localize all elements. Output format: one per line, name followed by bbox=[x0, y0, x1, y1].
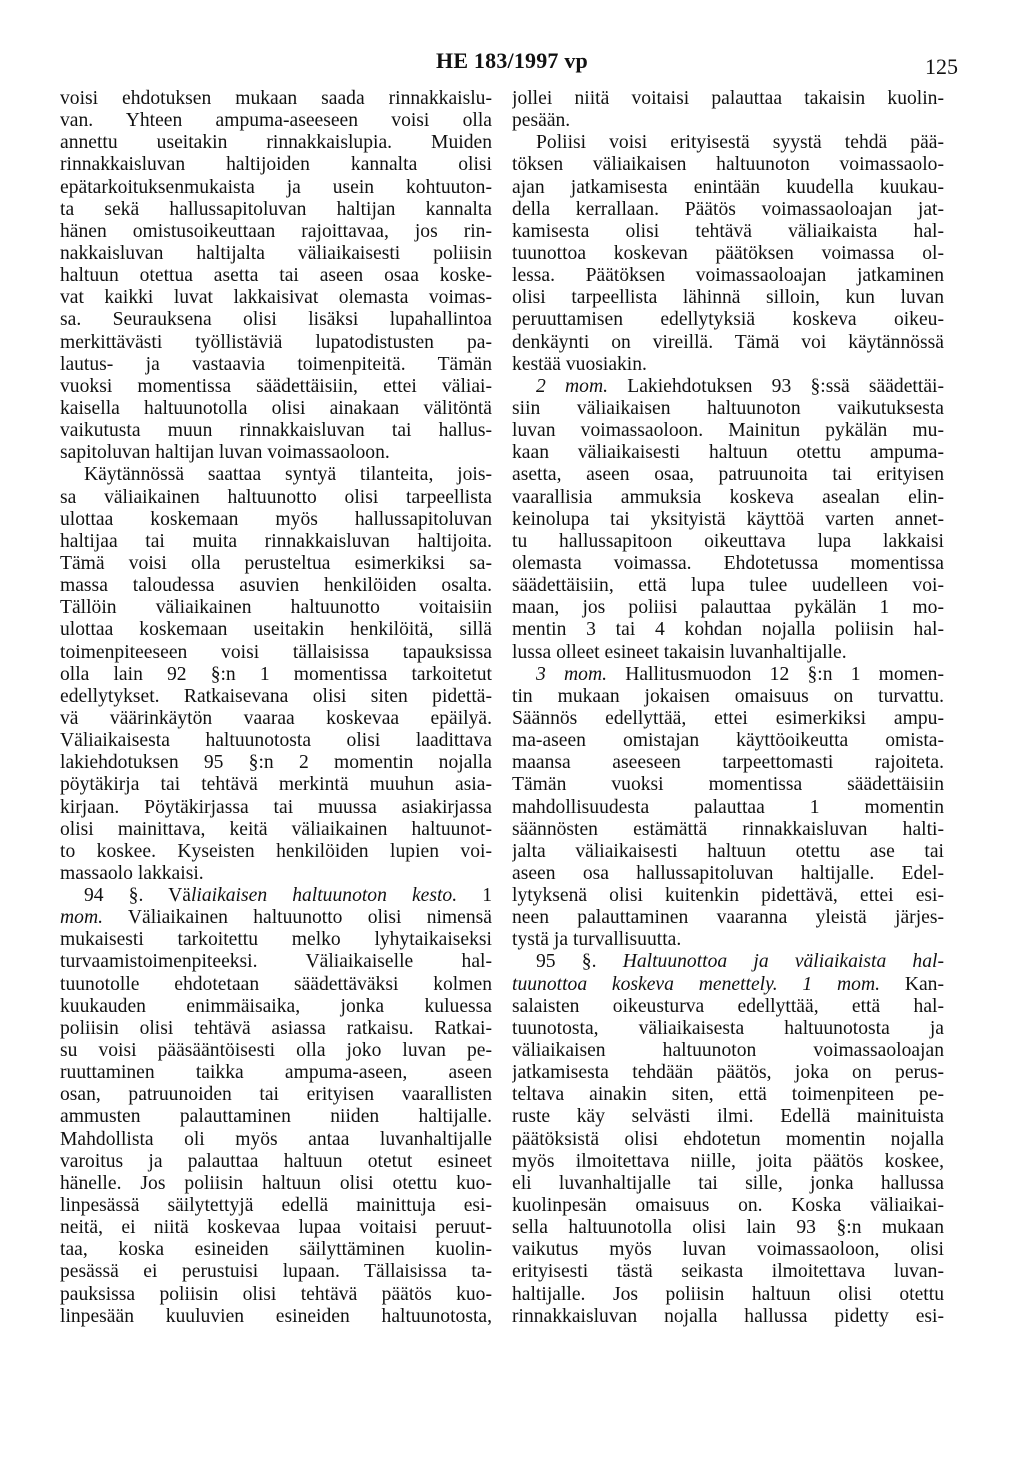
text-line: vaikutusta muun rinnakkaisluvan tai hallus- bbox=[60, 420, 492, 442]
text-line: kuolinpesän omaisuus on. Koska väliaikai- bbox=[512, 1195, 944, 1217]
text-line: merkittävästi työllistäviä lupatodistusten pa- bbox=[60, 331, 492, 353]
text-line: ruste käy selvästi ilmi. Edellä mainituista bbox=[512, 1106, 944, 1128]
text-line: van. Yhteen ampuma-aseeseen voisi olla bbox=[60, 110, 492, 132]
text-line: väliaikaisen haltuunoton voimassaoloajan bbox=[512, 1040, 944, 1062]
text-line: teltava ainakin siten, että toimenpiteen pe- bbox=[512, 1084, 944, 1106]
text-line: ajan jatkamisesta enintään kuudella kuukau- bbox=[512, 176, 944, 198]
text-line: varoitus ja palauttaa haltuun otetut esineet bbox=[60, 1150, 492, 1172]
text-line: maan, jos poliisi palauttaa pykälän 1 mo- bbox=[512, 597, 944, 619]
text-line: salaisten oikeusturva edellyttää, että hal- bbox=[512, 995, 944, 1017]
text-line: mahdollisuudesta palauttaa 1 momentin bbox=[512, 796, 944, 818]
text-line: Poliisi voisi erityisestä syystä tehdä pää- bbox=[536, 132, 944, 154]
text-line: ulottaa koskemaan useitakin henkilöitä, sillä bbox=[60, 619, 492, 641]
text-line: mukaisesti tarkoitettu melko lyhytaikaiseksi bbox=[60, 929, 492, 951]
text-line: vaarallisia ammuksia koskeva asealan elin- bbox=[512, 486, 944, 508]
text-line: lessa. Päätöksen voimassaoloajan jatkaminen bbox=[512, 265, 944, 287]
text-line: luvan voimassaoloon. Mainitun pykälän mu- bbox=[512, 420, 944, 442]
text-line: haltuun otettua asetta tai aseen osaa koske- bbox=[60, 265, 492, 287]
text-line: Väliaikaisesta haltuunotosta olisi laadittava bbox=[60, 730, 492, 752]
text-line: sella haltuunotolla olisi lain 93 §:n mukaan bbox=[512, 1217, 944, 1239]
page-header bbox=[0, 44, 1024, 84]
text-line: lautus- ja vastaavia toimenpiteitä. Tämän bbox=[60, 353, 492, 375]
text-line: vaikutus myös luvan voimassaoloon, olisi bbox=[512, 1239, 944, 1261]
text-line: ta sekä hallussapitoluvan haltijan kannalta bbox=[60, 198, 492, 220]
text-line: massaolo lakkaisi. bbox=[60, 862, 204, 884]
text-line: su voisi pääsääntöisesti olla joko luvan pe- bbox=[60, 1040, 492, 1062]
text-line: ulottaa koskemaan myös hallussapitoluvan bbox=[60, 508, 492, 530]
text-line: mom. Väliaikainen haltuunotto olisi nimensä bbox=[60, 907, 492, 929]
text-line: linpesässä säilytettyjä edellä mainittuja esi- bbox=[60, 1195, 492, 1217]
text-line: 2 mom. Lakiehdotuksen 93 §:ssä säädettäi- bbox=[536, 375, 944, 397]
text-line: säädettäisiin, että lupa tulee uudelleen voi- bbox=[512, 575, 944, 597]
text-line: maansa aseeseen tarpeettomasti rajoiteta. bbox=[512, 752, 944, 774]
text-line: töksen väliaikaisen haltuunoton voimassaolo- bbox=[512, 154, 944, 176]
text-line: haltijaa tai muita rinnakkaisluvan haltijoita. bbox=[60, 530, 492, 552]
text-line: ammusten palauttaminen niiden haltijalle. bbox=[60, 1106, 492, 1128]
text-line: rinnakkaisluvan nojalla hallussa pidetty esi- bbox=[512, 1305, 944, 1327]
text-line: mentin 3 tai 4 kohdan nojalla poliisin hal- bbox=[512, 619, 944, 641]
text-line: tu hallussapitoon oikeuttava lupa lakkaisi bbox=[512, 530, 944, 552]
text-line: 94 §. Väliaikaisen haltuunoton kesto. 1 bbox=[84, 885, 492, 907]
text-line: päätöksistä olisi ehdotetun momentin nojalla bbox=[512, 1128, 944, 1150]
text-line: olisi mainittava, keitä väliaikainen haltuunot- bbox=[60, 818, 492, 840]
text-line: lytyksenä olisi kuitenkin pidettävä, ettei esi- bbox=[512, 885, 944, 907]
text-line: pesään. bbox=[512, 110, 571, 132]
text-line: tin mukaan jokaisen omaisuus on turvattu. bbox=[512, 685, 944, 707]
text-line: tuunottoa koskevan päätöksen voimassa ol- bbox=[512, 242, 944, 264]
text-line: haltijalle. Jos poliisin haltuun olisi otettu bbox=[512, 1283, 944, 1305]
text-line: pöytäkirja tai tehtävä merkintä muuhun asia- bbox=[60, 774, 492, 796]
text-line: kuukauden enimmäisaika, jonka kuluessa bbox=[60, 995, 492, 1017]
text-line: peruuttamisen edellytyksiä koskeva oikeu- bbox=[512, 309, 944, 331]
text-line: hänen omistusoikeuttaan rajoittavaa, jos rin- bbox=[60, 220, 492, 242]
text-line: olisi tarpeellista lähinnä silloin, kun luvan bbox=[512, 287, 944, 309]
text-line: kamisesta olisi tehtävä väliaikaista hal- bbox=[512, 220, 944, 242]
text-line: taa, koska esineiden säilyttäminen kuolin- bbox=[60, 1239, 492, 1261]
text-line: aseen osa hallussapitoluvan haltijalle. Edel- bbox=[512, 862, 944, 884]
text-line: Käytännössä saattaa syntyä tilanteita, jois- bbox=[84, 464, 492, 486]
text-line: vat kaikki luvat lakkaisivat olemasta voimas- bbox=[60, 287, 492, 309]
text-line: tuunotosta, väliaikaisesta haltuunotosta ja bbox=[512, 1017, 944, 1039]
text-line: 3 mom. Hallitusmuodon 12 §:n 1 momen- bbox=[536, 663, 944, 685]
text-line: jatkamisesta tehdään päätös, joka on perus- bbox=[512, 1062, 944, 1084]
text-line: eli luvanhaltijalle tai sille, jonka hallussa bbox=[512, 1172, 944, 1194]
text-line: sa väliaikainen haltuunotto olisi tarpeellista bbox=[60, 486, 492, 508]
text-line: osan, patruunoiden tai erityisen vaarallisten bbox=[60, 1084, 492, 1106]
text-line: myös ilmoitettava niille, joita päätös koskee, bbox=[512, 1150, 944, 1172]
text-line: tystä ja turvallisuutta. bbox=[512, 929, 682, 951]
text-line: vä väärinkäytön vaaraa koskevaa epäilyä. bbox=[60, 707, 492, 729]
text-line: 95 §. Haltuunottoa ja väliaikaista hal- bbox=[536, 951, 944, 973]
text-line: annettu useitakin rinnakkaislupia. Muiden bbox=[60, 132, 492, 154]
text-line: massa taloudessa asuvien henkilöiden osalta. bbox=[60, 575, 492, 597]
document-id: HE 183/1997 vp bbox=[436, 48, 588, 73]
text-line: kaisella haltuunotolla olisi ainakaan välitöntä bbox=[60, 397, 492, 419]
text-line: tuunottoa koskeva menettely. 1 mom. Kan- bbox=[512, 973, 944, 995]
text-line: rinnakkaisluvan haltijoiden kannalta olisi bbox=[60, 154, 492, 176]
text-line: sa. Seurauksena olisi lisäksi lupahallintoa bbox=[60, 309, 492, 331]
text-line: Tällöin väliaikainen haltuunotto voitaisiin bbox=[60, 597, 492, 619]
text-line: pesässä ei perustuisi lupaan. Tällaisissa ta- bbox=[60, 1261, 492, 1283]
text-line: Säännös edellyttää, ettei esimerkiksi ampu- bbox=[512, 707, 944, 729]
text-line: säännösten estämättä rinnakkaisluvan halti- bbox=[512, 818, 944, 840]
text-line: turvaamistoimenpiteeksi. Väliaikaiselle hal- bbox=[60, 951, 492, 973]
text-line: della kerrallaan. Päätös voimassaoloajan jat- bbox=[512, 198, 944, 220]
text-line: Mahdollista oli myös antaa luvanhaltijalle bbox=[60, 1128, 492, 1150]
text-line: ruuttaminen taikka ampuma-aseen, aseen bbox=[60, 1062, 492, 1084]
text-line: asetta, aseen osaa, patruunoita tai erityisen bbox=[512, 464, 944, 486]
text-line: hänelle. Jos poliisin haltuun olisi otettu kuo- bbox=[60, 1172, 492, 1194]
left-text-column bbox=[60, 88, 492, 1428]
text-line: edellytykset. Ratkaisevana olisi siten pidettä- bbox=[60, 685, 492, 707]
text-line: neen palauttaminen vaaranna yleistä järjes- bbox=[512, 907, 944, 929]
text-line: tuunotolle ehdotetaan säädettäväksi kolmen bbox=[60, 973, 492, 995]
text-line: neitä, ei niitä koskevaa lupaa voitaisi peruut- bbox=[60, 1217, 492, 1239]
text-line: to koskee. Kyseisten henkilöiden lupien voi- bbox=[60, 840, 492, 862]
text-line: olla lain 92 §:n 1 momentissa tarkoitetut bbox=[60, 663, 492, 685]
text-line: lussa olleet esineet takaisin luvanhaltijalle. bbox=[512, 641, 847, 663]
text-line: jollei niitä voitaisi palauttaa takaisin kuolin- bbox=[512, 88, 944, 109]
text-line: erityisesti tästä seikasta ilmoitettava luvan- bbox=[512, 1261, 944, 1283]
text-line: ma-aseen omistajan käyttöoikeutta omista- bbox=[512, 730, 944, 752]
text-line: kestää vuosiakin. bbox=[512, 353, 647, 375]
text-line: pauksissa poliisin olisi tehtävä päätös kuo- bbox=[60, 1283, 492, 1305]
text-line: vuoksi momentissa säädettäisiin, ettei väliai- bbox=[60, 375, 492, 397]
text-line: epätarkoituksenmukaista ja usein kohtuuton- bbox=[60, 176, 492, 198]
text-line: jalta väliaikaisesti haltuun otettu ase tai bbox=[512, 840, 944, 862]
text-line: sapitoluvan haltijan luvan voimassaoloon. bbox=[60, 442, 390, 464]
text-line: poliisin olisi tehtävä asiassa ratkaisu. Ratkai- bbox=[60, 1017, 492, 1039]
text-line: nakkaisluvan haltijalta väliaikaisesti poliisin bbox=[60, 242, 492, 264]
text-line: siin väliaikaisen haltuunoton vaikutuksesta bbox=[512, 397, 944, 419]
text-line: toimenpiteeseen voisi tällaisissa tapauksissa bbox=[60, 641, 492, 663]
text-line: Tämän vuoksi momentissa säädettäisiin bbox=[512, 774, 944, 796]
text-line: Tämä voisi olla perusteltua esimerkiksi sa- bbox=[60, 552, 492, 574]
text-line: linpesään kuuluvien esineiden haltuunotosta, bbox=[60, 1305, 492, 1327]
text-line: denkäynti on vireillä. Tämä voi käytännössä bbox=[512, 331, 944, 353]
text-line: kaan väliaikaisesti haltuun otettu ampuma- bbox=[512, 442, 944, 464]
page-number: 125 bbox=[925, 54, 958, 79]
right-text-column bbox=[512, 88, 944, 1428]
text-line: lakiehdotuksen 95 §:n 2 momentin nojalla bbox=[60, 752, 492, 774]
text-line: voisi ehdotuksen mukaan saada rinnakkaislu- bbox=[60, 88, 492, 109]
text-line: keinolupa tai yksityistä käyttöä varten annet- bbox=[512, 508, 944, 530]
text-line: kirjaan. Pöytäkirjassa tai muussa asiakirjassa bbox=[60, 796, 492, 818]
text-line: olemasta voimassa. Ehdotetussa momentissa bbox=[512, 552, 944, 574]
